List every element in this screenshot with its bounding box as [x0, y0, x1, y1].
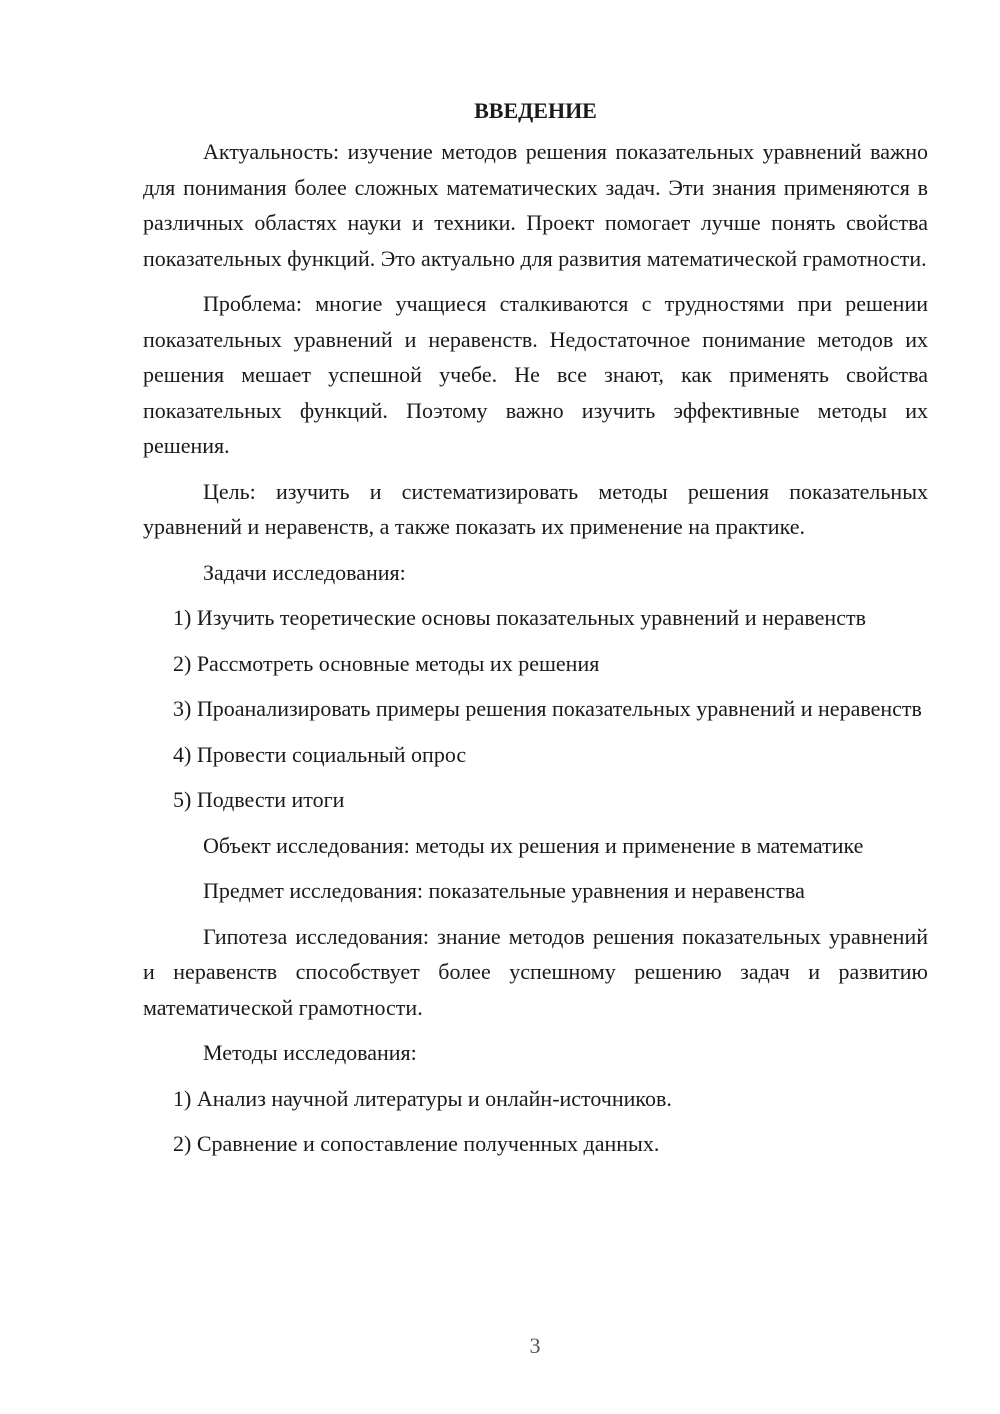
section-heading: ВВЕДЕНИЕ [474, 98, 597, 123]
task-item: 4) Провести социальный опрос [173, 741, 467, 767]
paragraph-object: Объект исследования: методы их решения и применение в математике [203, 832, 864, 858]
tasks-title: Задачи исследования: [203, 559, 406, 585]
paragraph-problem: Проблема: многие учащиеся сталкиваются с трудностями при решении показательных уравнений и неравенств. Недостаточное понимание методов их решения мешает успешной учебе. Не все знают, как применять свойства показательных функций. Поэтому важно изучить эффективные методы их решения. [143, 291, 928, 458]
method-item: 2) Сравнение и сопоставление полученных данных. [173, 1131, 660, 1156]
paragraph-relevance: Актуальность: изучение методов решения показательных уравнений важно для понимания более сложных математических задач. Эти знания применяются в различных областях науки и техники. Проект помогает лучше понять свойства показательных функций. Это актуально для развития математической грамотности. [143, 139, 928, 271]
page-content [143, 94, 928, 1172]
page-number: 3 [529, 1333, 541, 1358]
paragraph-goal: Цель: изучить и систематизировать методы решения показательных уравнений и неравенств, а также показать их применение на практике. [143, 478, 928, 539]
methods-title: Методы исследования: [203, 1040, 417, 1065]
task-item: 3) Проанализировать примеры решения показательных уравнений и неравенств [173, 696, 922, 721]
paragraph-subject: Предмет исследования: показательные уравнения и неравенства [203, 878, 805, 903]
method-item: 1) Анализ научной литературы и онлайн-источников. [173, 1085, 672, 1111]
task-item: 2) Рассмотреть основные методы их решения [173, 650, 600, 676]
paragraph-hypothesis: Гипотеза исследования: знание методов решения показательных уравнений и неравенств способствует более успешному решению задач и развитию математической грамотности. [143, 923, 928, 1020]
task-item: 5) Подвести итоги [173, 787, 345, 812]
task-item: 1) Изучить теоретические основы показательных уравнений и неравенств [173, 605, 866, 630]
